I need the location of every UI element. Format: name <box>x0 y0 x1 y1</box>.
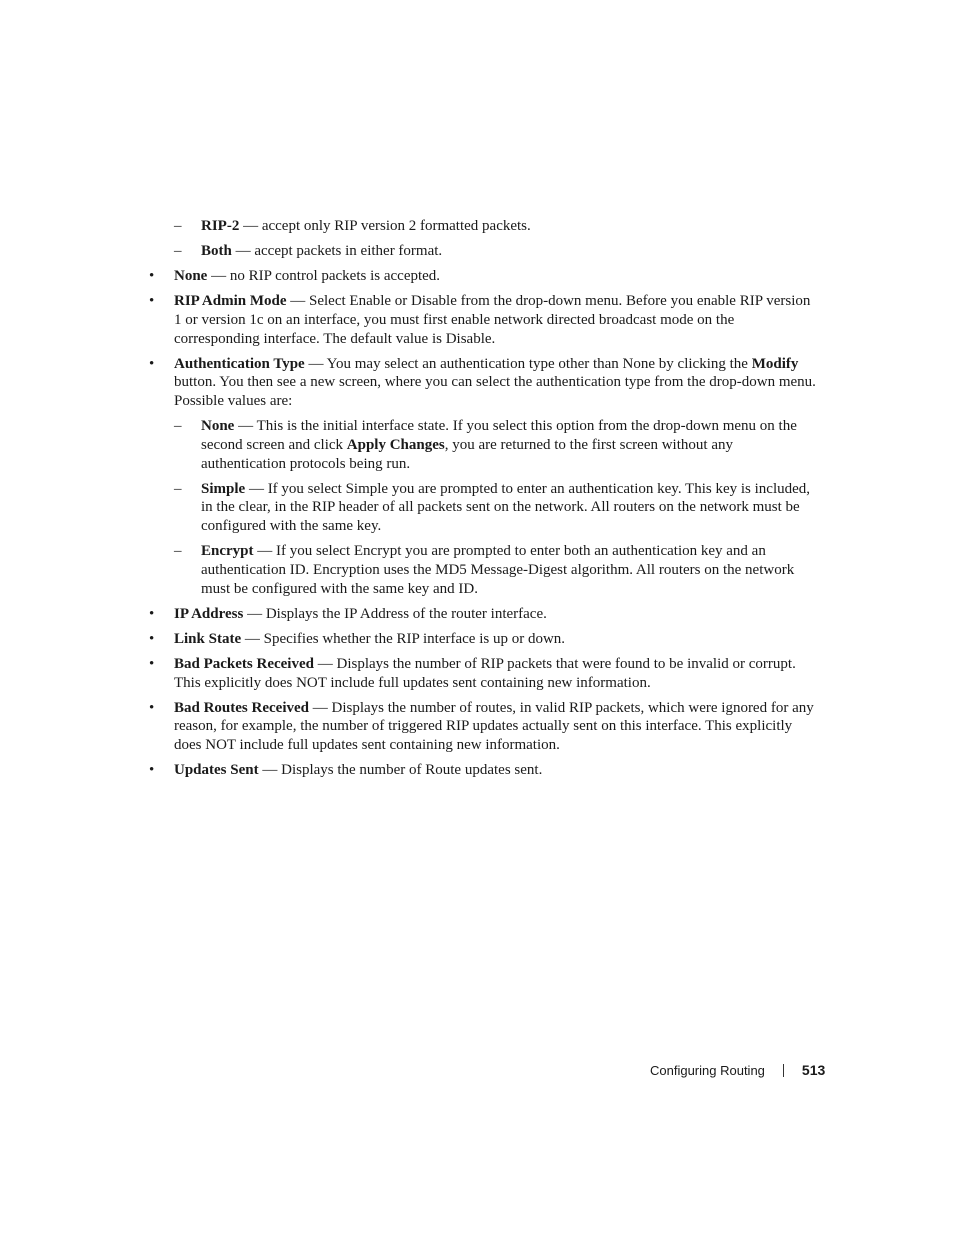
bullet-marker: • <box>149 762 155 779</box>
list-item-auth-encrypt <box>0 542 816 598</box>
bullet-marker: • <box>149 355 155 372</box>
bullet-marker: • <box>149 267 155 284</box>
term: Bad Packets Received <box>174 655 314 672</box>
term: Bad Routes Received <box>174 699 309 716</box>
description: — Select Enable or Disable from the drop-down menu. Before you enable RIP version 1 or version 1c on an interface, you must first enable network directed broadcast mode on the corresponding interface. The default value is Disable. <box>174 292 811 347</box>
term: None <box>174 267 208 284</box>
term: Simple <box>201 480 246 497</box>
description: — Displays the number of Route updates sent. <box>258 762 543 779</box>
term: Both <box>201 242 232 259</box>
page-number: 513 <box>801 1062 826 1078</box>
inline-bold: Apply Changes <box>346 436 445 453</box>
footer-separator <box>783 1064 784 1077</box>
list-item-rip-admin-mode <box>0 292 816 348</box>
bullet-marker: • <box>149 605 155 622</box>
term: None <box>201 418 235 435</box>
term: IP Address <box>174 605 244 622</box>
term: Authentication Type <box>174 355 305 372</box>
page-body <box>0 217 954 780</box>
dash-marker: – <box>174 543 182 560</box>
term: Encrypt <box>201 543 254 560</box>
bullet-marker: • <box>149 292 155 309</box>
term: Link State <box>174 630 242 647</box>
description: — accept packets in either format. <box>231 242 443 259</box>
description: — Specifies whether the RIP interface is up or down. <box>241 630 566 647</box>
list-item-authentication-type <box>0 355 816 411</box>
bullet-marker: • <box>149 699 155 716</box>
list-item-rip2 <box>0 217 816 236</box>
description: — Displays the number of routes, in valid RIP packets, which were ignored for any reason, for example, the number of triggered RIP updates actually sent on this interface. This explicitly does NOT include full updates sent containing new information. <box>174 699 814 754</box>
description-cont: button. You then see a new screen, where you can select the authentication type from the drop-down menu. Possible values are: <box>174 374 816 410</box>
list-item-auth-none <box>0 417 816 473</box>
bullet-marker: • <box>149 655 155 672</box>
description: — Displays the IP Address of the router interface. <box>243 605 547 622</box>
list-item-bad-packets <box>0 655 816 693</box>
description: — If you select Simple you are prompted to enter an authentication key. This key is included, in the clear, in the RIP header of all packets sent on the network. All routers on the network must be configured with the same key. <box>201 480 811 535</box>
description: — If you select Encrypt you are prompted to enter both an authentication key and an authentication ID. Encryption uses the MD5 Message-Digest algorithm. All routers on the network must be configured with the same key and ID. <box>201 543 795 597</box>
description: — Displays the number of RIP packets that were found to be invalid or corrupt. This explicitly does NOT include full updates sent containing new information. <box>174 655 796 691</box>
page-footer <box>650 1062 825 1078</box>
list-item-ip-address <box>0 605 816 624</box>
list-item-bad-routes <box>0 699 816 755</box>
bullet-marker: • <box>149 630 155 647</box>
description: — no RIP control packets is accepted. <box>207 267 441 284</box>
term: RIP Admin Mode <box>174 292 287 309</box>
term: RIP-2 <box>201 218 240 234</box>
footer-section-title: Configuring Routing <box>650 1063 765 1078</box>
list-item-none <box>0 267 816 286</box>
dash-marker: – <box>174 218 182 234</box>
dash-marker: – <box>174 480 182 497</box>
term: Updates Sent <box>174 762 259 779</box>
inline-bold: Modify <box>751 355 799 372</box>
description: — This is the initial interface state. If you select this option from the drop-down menu on the second screen and click <box>201 418 797 453</box>
dash-marker: – <box>174 242 182 259</box>
list-item-both <box>0 242 816 261</box>
description: — accept only RIP version 2 formatted packets. <box>239 218 531 234</box>
list-item-link-state <box>0 630 816 649</box>
list-item-auth-simple <box>0 480 816 536</box>
dash-marker: – <box>174 418 182 435</box>
description-cont: , you are returned to the first screen without any authentication protocols being run. <box>201 436 733 472</box>
description: — You may select an authentication type other than None by clicking the <box>304 355 752 372</box>
list-item-updates-sent <box>0 761 816 780</box>
